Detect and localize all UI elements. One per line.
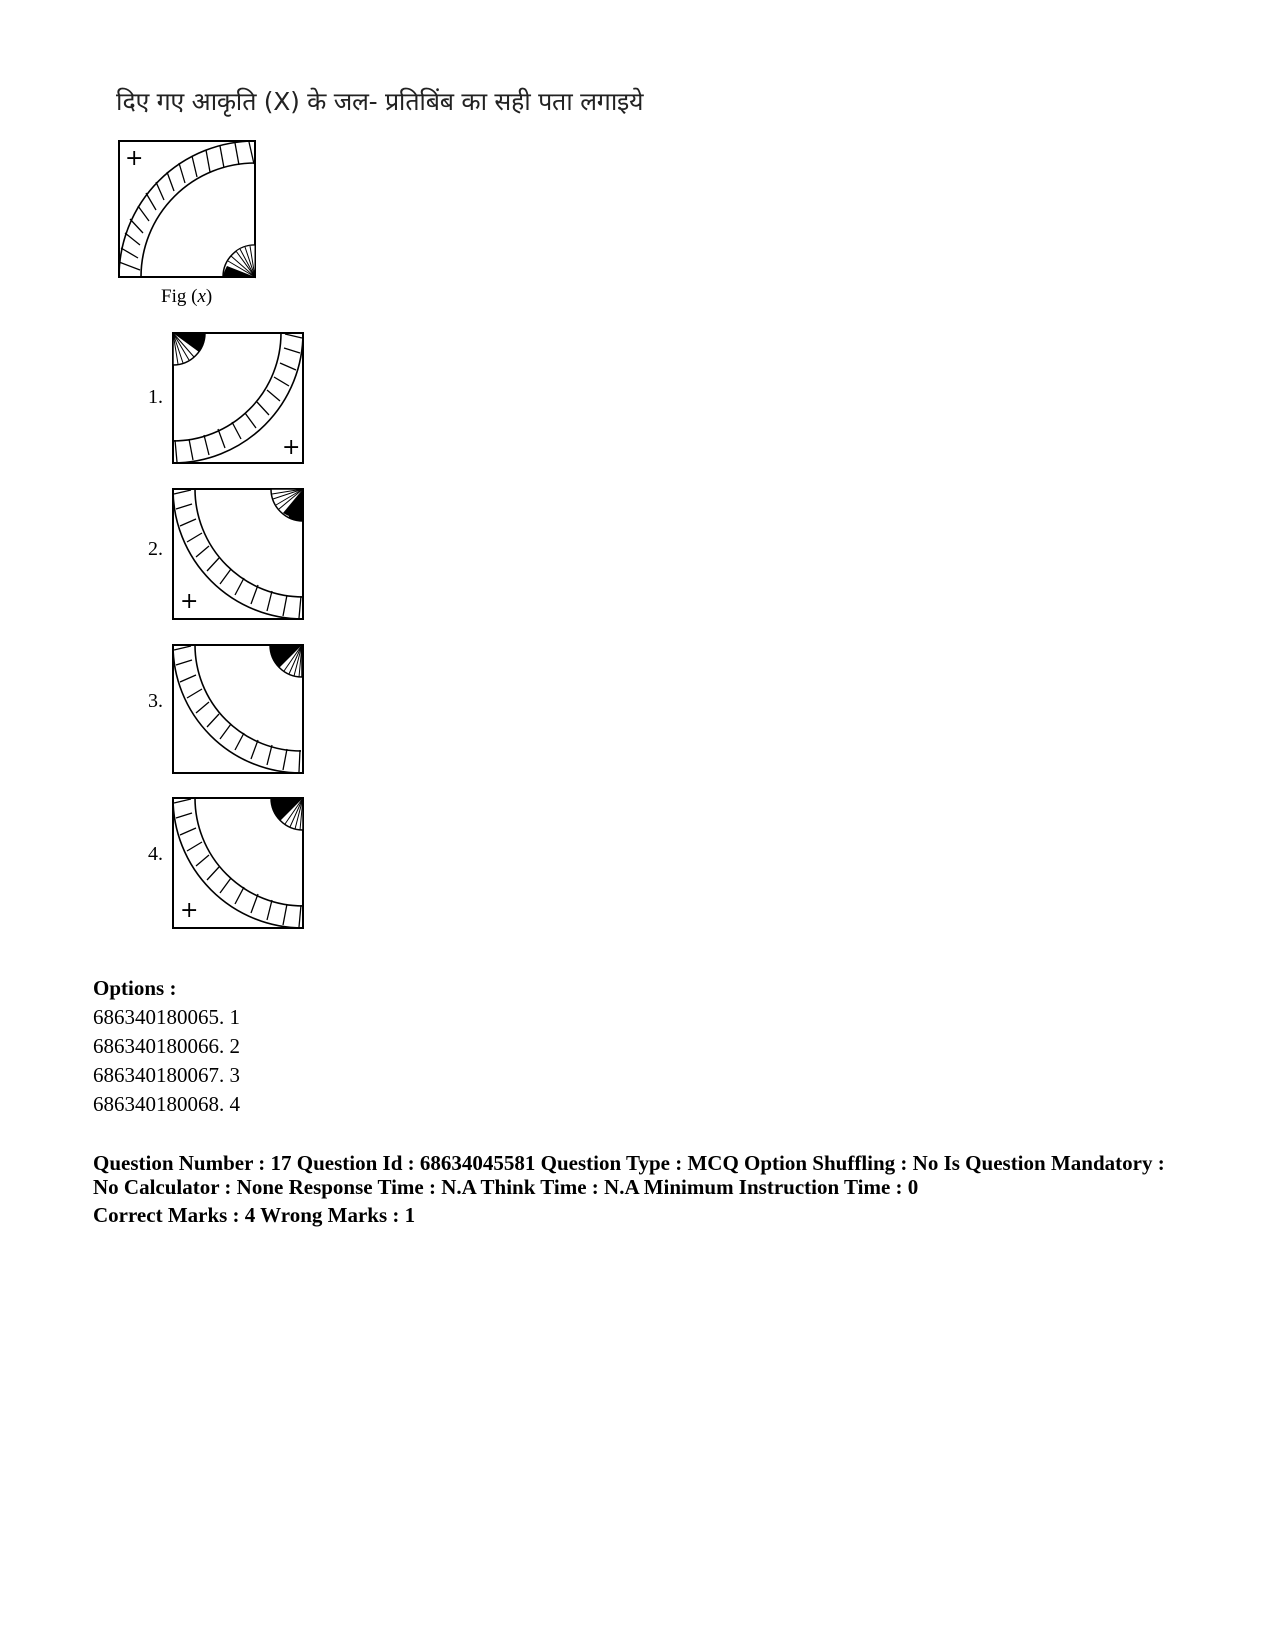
svg-text:+: + (180, 589, 199, 614)
question-text: दिए गए आकृति (X) के जल- प्रतिबिंब का सही पता लगाइये (116, 87, 644, 116)
plus-mark: + (125, 146, 144, 171)
question-meta-line-1: Question Number : 17 Question Id : 68634045581 Question Type : MCQ Option Shuffling : No Is Question Mandatory : (93, 1151, 1165, 1175)
question-meta-line-3: Correct Marks : 4 Wrong Marks : 1 (93, 1203, 416, 1227)
answer-figure-4 (172, 797, 306, 931)
question-figure-drawing (118, 140, 258, 280)
answer-figure-1 (172, 332, 306, 466)
answer-figure-3 (172, 644, 306, 776)
answer-figure-label: 2. (148, 538, 163, 560)
answer-figure-label: 3. (148, 690, 163, 712)
option-item: 686340180065. 1 (93, 1005, 240, 1029)
figure-caption: Fig (x) (161, 286, 213, 307)
question-meta-line-2: No Calculator : None Response Time : N.A Think Time : N.A Minimum Instruction Time : 0 (93, 1175, 919, 1199)
option-item: 686340180067. 3 (93, 1063, 240, 1087)
svg-text:+: + (282, 435, 301, 460)
answer-figure-2 (172, 488, 306, 622)
answer-figure-label: 4. (148, 843, 163, 865)
answer-figure-label: 1. (148, 386, 163, 408)
question-figure (118, 140, 258, 280)
option-item: 686340180068. 4 (93, 1092, 240, 1116)
options-title: Options : (93, 976, 177, 1000)
svg-text:+: + (180, 898, 199, 923)
option-item: 686340180066. 2 (93, 1034, 240, 1058)
